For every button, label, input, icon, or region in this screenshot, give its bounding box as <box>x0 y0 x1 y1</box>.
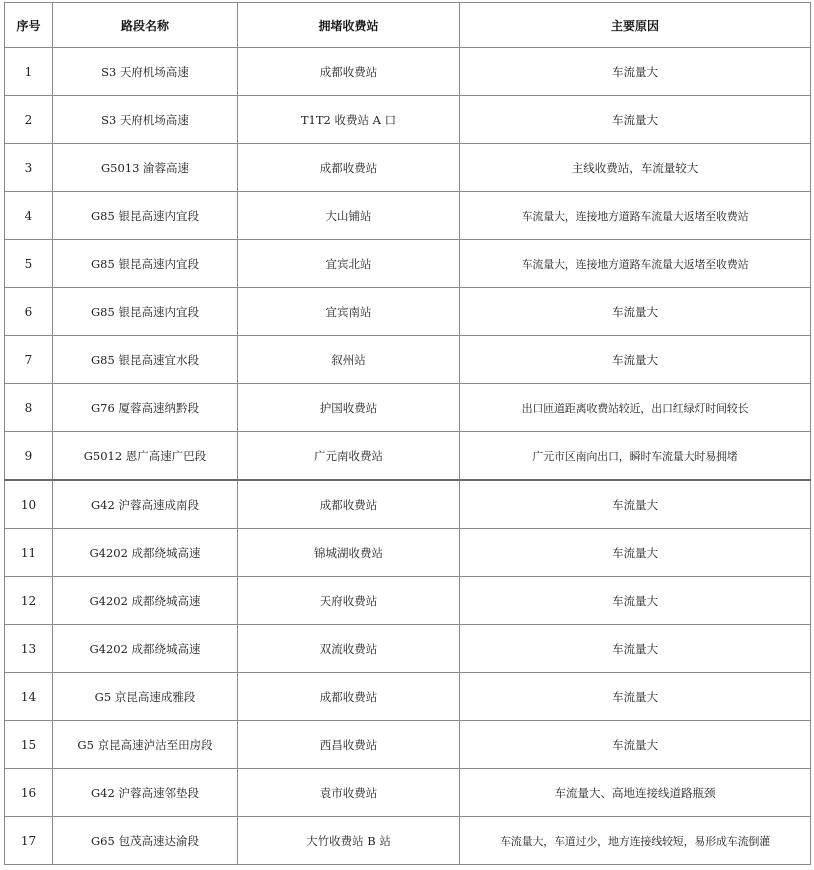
cell-station: 西昌收费站 <box>238 721 460 769</box>
table-row <box>5 144 811 192</box>
cell-reason: 车流量大 <box>460 480 811 529</box>
cell-reason: 车流量大 <box>460 625 811 673</box>
cell-station: 袁市收费站 <box>238 769 460 817</box>
cell-road: G85 银昆高速宜水段 <box>53 336 238 384</box>
cell-station: T1T2 收费站 A 口 <box>238 96 460 144</box>
cell-road: G5013 渝蓉高速 <box>53 144 238 192</box>
cell-no: 5 <box>5 240 53 288</box>
cell-road: S3 天府机场高速 <box>53 96 238 144</box>
cell-no: 4 <box>5 192 53 240</box>
cell-reason: 车流量大、高地连接线道路瓶颈 <box>460 769 811 817</box>
table-row <box>5 721 811 769</box>
cell-reason: 车流量大 <box>460 529 811 577</box>
cell-road: G76 厦蓉高速纳黔段 <box>53 384 238 432</box>
cell-reason: 车流量大 <box>460 673 811 721</box>
cell-no: 1 <box>5 48 53 96</box>
cell-reason: 车流量大 <box>460 96 811 144</box>
cell-station: 广元南收费站 <box>238 432 460 481</box>
table-row <box>5 817 811 865</box>
cell-road: G4202 成都绕城高速 <box>53 577 238 625</box>
header-road: 路段名称 <box>53 3 238 48</box>
cell-road: S3 天府机场高速 <box>53 48 238 96</box>
cell-road: G42 沪蓉高速邻垫段 <box>53 769 238 817</box>
cell-reason: 车流量大 <box>460 336 811 384</box>
cell-no: 16 <box>5 769 53 817</box>
cell-station: 叙州站 <box>238 336 460 384</box>
congestion-table <box>4 2 811 865</box>
cell-reason: 车流量大，车道过少，地方连接线较短，易形成车流倒灌 <box>460 817 811 865</box>
cell-road: G85 银昆高速内宜段 <box>53 240 238 288</box>
cell-no: 13 <box>5 625 53 673</box>
cell-reason: 车流量大 <box>460 577 811 625</box>
cell-no: 8 <box>5 384 53 432</box>
cell-no: 11 <box>5 529 53 577</box>
cell-reason: 车流量大 <box>460 288 811 336</box>
cell-station: 大山铺站 <box>238 192 460 240</box>
header-no: 序号 <box>5 3 53 48</box>
cell-no: 6 <box>5 288 53 336</box>
cell-station: 宜宾南站 <box>238 288 460 336</box>
cell-road: G85 银昆高速内宜段 <box>53 192 238 240</box>
cell-road: G5 京昆高速泸沽至田房段 <box>53 721 238 769</box>
table-row <box>5 529 811 577</box>
cell-station: 成都收费站 <box>238 480 460 529</box>
cell-road: G4202 成都绕城高速 <box>53 529 238 577</box>
cell-station: 护国收费站 <box>238 384 460 432</box>
table-row <box>5 384 811 432</box>
cell-no: 12 <box>5 577 53 625</box>
table-row <box>5 769 811 817</box>
cell-road: G4202 成都绕城高速 <box>53 625 238 673</box>
table-row <box>5 432 811 481</box>
table-row <box>5 625 811 673</box>
cell-road: G5 京昆高速成雅段 <box>53 673 238 721</box>
cell-reason: 车流量大 <box>460 721 811 769</box>
cell-no: 10 <box>5 480 53 529</box>
table-row <box>5 192 811 240</box>
cell-reason: 主线收费站，车流量较大 <box>460 144 811 192</box>
cell-reason: 车流量大，连接地方道路车流量大返堵至收费站 <box>460 192 811 240</box>
cell-reason: 车流量大 <box>460 48 811 96</box>
cell-no: 9 <box>5 432 53 481</box>
cell-station: 锦城湖收费站 <box>238 529 460 577</box>
header-station: 拥堵收费站 <box>238 3 460 48</box>
cell-reason: 出口匝道距离收费站较近，出口红绿灯时间较长 <box>460 384 811 432</box>
table-row <box>5 96 811 144</box>
cell-road: G85 银昆高速内宜段 <box>53 288 238 336</box>
cell-no: 7 <box>5 336 53 384</box>
cell-station: 大竹收费站 B 站 <box>238 817 460 865</box>
cell-road: G65 包茂高速达渝段 <box>53 817 238 865</box>
table-row <box>5 577 811 625</box>
cell-station: 天府收费站 <box>238 577 460 625</box>
table-row <box>5 673 811 721</box>
table-row <box>5 336 811 384</box>
table-row <box>5 288 811 336</box>
table-row <box>5 48 811 96</box>
cell-no: 17 <box>5 817 53 865</box>
cell-no: 15 <box>5 721 53 769</box>
cell-no: 3 <box>5 144 53 192</box>
cell-road: G5012 恩广高速广巴段 <box>53 432 238 481</box>
cell-station: 宜宾北站 <box>238 240 460 288</box>
cell-station: 双流收费站 <box>238 625 460 673</box>
table-header-row <box>5 3 811 48</box>
cell-station: 成都收费站 <box>238 673 460 721</box>
cell-reason: 广元市区南向出口，瞬时车流量大时易拥堵 <box>460 432 811 481</box>
cell-no: 14 <box>5 673 53 721</box>
cell-road: G42 沪蓉高速成南段 <box>53 480 238 529</box>
header-reason: 主要原因 <box>460 3 811 48</box>
cell-station: 成都收费站 <box>238 48 460 96</box>
table-row <box>5 480 811 529</box>
cell-reason: 车流量大，连接地方道路车流量大返堵至收费站 <box>460 240 811 288</box>
cell-no: 2 <box>5 96 53 144</box>
table-row <box>5 240 811 288</box>
cell-station: 成都收费站 <box>238 144 460 192</box>
